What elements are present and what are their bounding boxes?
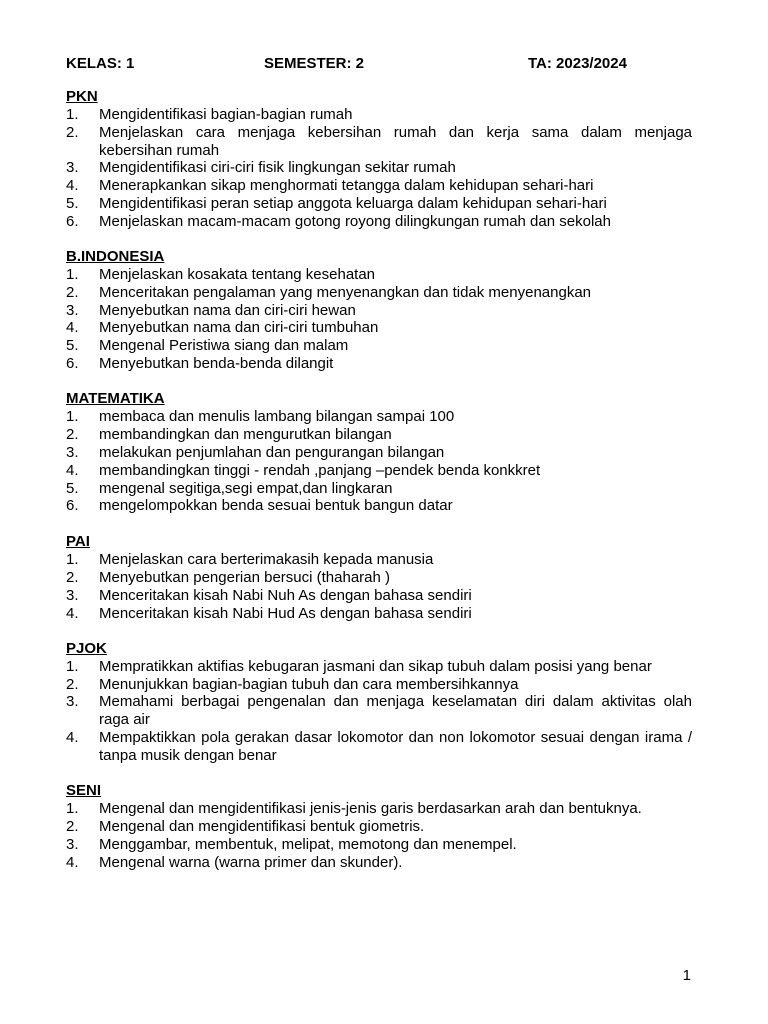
section-pkn [66, 88, 692, 231]
section-pjok [66, 640, 692, 765]
list-item [66, 284, 692, 302]
list-item [66, 800, 692, 818]
section-title-seni: SENI [66, 782, 102, 800]
list-pjok [66, 658, 692, 765]
item-number: 1. [66, 266, 79, 284]
item-text: Menyebutkan benda-benda dilangit [99, 355, 334, 373]
item-text: Menceritakan pengalaman yang menyenangkan dan tidak menyenangkan [99, 283, 592, 301]
list-item [66, 854, 692, 872]
item-number: 2. [66, 426, 79, 444]
list-seni [66, 800, 692, 871]
item-text: Menyebutkan nama dan ciri-ciri hewan [99, 301, 356, 319]
item-text: Menyebutkan pengerian bersuci (thaharah ) [99, 568, 391, 586]
section-title-matematika: MATEMATIKA [66, 390, 165, 408]
item-number: 2. [66, 283, 79, 301]
list-pai [66, 551, 692, 622]
item-number: 3. [66, 159, 79, 177]
list-item [66, 159, 692, 177]
item-number: 6. [66, 497, 79, 515]
section-title-pkn: PKN [66, 88, 98, 105]
item-text: melakukan penjumlahan dan pengurangan bilangan [99, 443, 445, 461]
list-item [66, 124, 692, 160]
item-number: 1. [66, 800, 79, 818]
item-number: 1. [66, 408, 79, 426]
section-bindonesia [66, 248, 692, 373]
item-number: 3. [66, 586, 79, 604]
list-bindonesia [66, 266, 692, 373]
kelas-label: KELAS: 1 [66, 55, 135, 72]
list-matematika [66, 408, 692, 515]
list-item [66, 818, 692, 836]
list-item [66, 480, 692, 498]
list-item [66, 836, 692, 854]
item-text: Mengenal Peristiwa siang dan malam [99, 337, 349, 355]
list-item [66, 605, 692, 623]
list-item [66, 302, 692, 320]
item-number: 4. [66, 729, 79, 747]
item-text: Menunjukkan bagian-bagian tubuh dan cara membersihkannya [99, 675, 519, 693]
list-item [66, 213, 692, 231]
document-header [66, 54, 706, 74]
list-item [66, 195, 692, 213]
list-item [66, 177, 692, 195]
list-item [66, 693, 692, 729]
list-pkn [66, 106, 692, 231]
list-item [66, 569, 692, 587]
section-matematika [66, 390, 692, 515]
item-text: Menjelaskan macam-macam gotong royong dilingkungan rumah dan sekolah [99, 212, 611, 230]
item-text: Menyebutkan nama dan ciri-ciri tumbuhan [99, 319, 379, 337]
item-text: membaca dan menulis lambang bilangan sampai 100 [99, 408, 455, 426]
item-number: 4. [66, 177, 79, 195]
item-text: Menjelaskan kosakata tentang kesehatan [99, 266, 376, 284]
list-item [66, 676, 692, 694]
item-number: 1. [66, 551, 79, 569]
item-text: Mempratikkan aktifias kebugaran jasmani dan sikap tubuh dalam posisi yang benar [99, 657, 652, 675]
item-number: 2. [66, 675, 79, 693]
item-text: Mengidentifikasi ciri-ciri fisik lingkungan sekitar rumah [99, 159, 456, 177]
section-pai [66, 533, 692, 622]
list-item [66, 408, 692, 426]
list-item [66, 355, 692, 373]
list-item [66, 444, 692, 462]
item-number: 2. [66, 568, 79, 586]
list-item [66, 426, 692, 444]
tahun-ajaran-label: TA: 2023/2024 [528, 55, 627, 72]
item-text: Menggambar, membentuk, melipat, memotong dan menempel. [99, 835, 517, 853]
item-text: membandingkan tinggi - rendah ,panjang –pendek benda konkkret [99, 461, 541, 479]
item-text: Menjelaskan cara menjaga kebersihan rumah dan kerja sama dalam menjaga kebersihan rumah [99, 123, 692, 159]
item-text: membandingkan dan mengurutkan bilangan [99, 426, 392, 444]
item-text: Mengidentifikasi bagian-bagian rumah [99, 106, 353, 123]
item-number: 3. [66, 693, 79, 711]
document-content [66, 88, 692, 889]
item-text: Mengenal warna (warna primer dan skunder). [99, 853, 403, 871]
section-title-pjok: PJOK [66, 639, 107, 657]
item-text: Mengenal dan mengidentifikasi bentuk giometris. [99, 817, 425, 835]
item-number: 3. [66, 301, 79, 319]
item-text: Menceritakan kisah Nabi Nuh As dengan bahasa sendiri [99, 586, 472, 604]
item-number: 2. [66, 817, 79, 835]
item-text: Mengidentifikasi peran setiap anggota keluarga dalam kehidupan sehari-hari [99, 194, 607, 212]
list-item [66, 266, 692, 284]
item-number: 1. [66, 657, 79, 675]
list-item [66, 587, 692, 605]
list-item [66, 106, 692, 124]
item-number: 4. [66, 604, 79, 622]
item-number: 6. [66, 355, 79, 373]
semester-label: SEMESTER: 2 [264, 55, 365, 72]
list-item [66, 462, 692, 480]
item-text: mengelompokkan benda sesuai bentuk bangun datar [99, 497, 453, 515]
list-item [66, 551, 692, 569]
item-number: 4. [66, 461, 79, 479]
item-text: mengenal segitiga,segi empat,dan lingkaran [99, 479, 393, 497]
item-text: Menjelaskan cara berterimakasih kepada manusia [99, 551, 434, 569]
item-text: Menerapkankan sikap menghormati tetangga dalam kehidupan sehari-hari [99, 177, 594, 195]
item-number: 1. [66, 106, 79, 123]
list-item [66, 337, 692, 355]
item-number: 5. [66, 194, 79, 212]
list-item [66, 729, 692, 765]
item-text: Memahami berbagai pengenalan dan menjaga keselamatan diri dalam aktivitas olah raga air [99, 693, 692, 729]
list-item [66, 658, 692, 676]
item-text: Mempaktikkan pola gerakan dasar lokomotor dan non lokomotor sesuai dengan irama / tanpa musik dengan benar [99, 729, 692, 764]
section-title-pai: PAI [66, 533, 90, 551]
section-title-bindonesia: B.INDONESIA [66, 248, 165, 266]
item-number: 4. [66, 319, 79, 337]
item-number: 4. [66, 853, 79, 871]
item-text: Menceritakan kisah Nabi Hud As dengan bahasa sendiri [99, 604, 472, 622]
list-item [66, 319, 692, 337]
item-number: 3. [66, 443, 79, 461]
item-number: 5. [66, 337, 79, 355]
list-item [66, 497, 692, 515]
item-number: 6. [66, 212, 79, 230]
item-number: 3. [66, 835, 79, 853]
item-text: Mengenal dan mengidentifikasi jenis-jenis garis berdasarkan arah dan bentuknya. [99, 800, 642, 818]
page-number: 1 [682, 967, 691, 984]
item-number: 2. [66, 123, 79, 141]
item-number: 5. [66, 479, 79, 497]
section-seni [66, 782, 692, 871]
